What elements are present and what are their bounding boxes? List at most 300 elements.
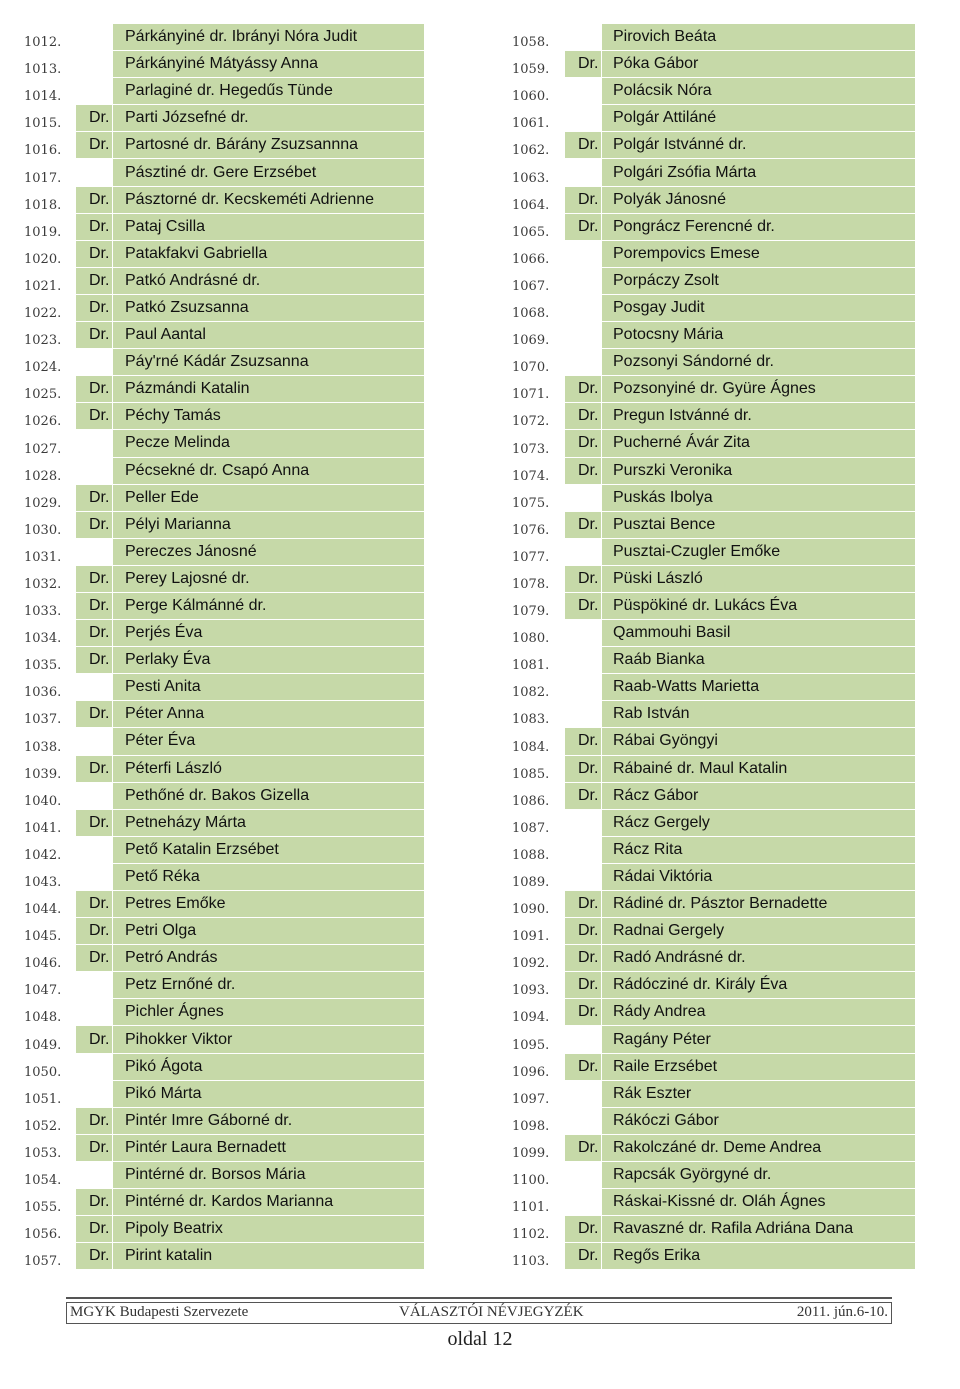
list-row <box>24 701 424 728</box>
row-number: 1076. <box>512 522 550 538</box>
row-number: 1043. <box>24 875 62 890</box>
row-title <box>565 674 601 701</box>
row-name: Raile Erzsébet <box>601 1054 915 1081</box>
row-title <box>565 810 601 837</box>
row-name: Pikó Ágota <box>112 1054 424 1081</box>
list-row <box>24 810 424 837</box>
row-title <box>565 24 601 51</box>
row-number: 1089. <box>512 875 550 890</box>
row-number: 1079. <box>512 604 550 620</box>
row-title: Dr. <box>76 620 112 647</box>
list-row <box>512 620 915 647</box>
row-name: Pásztorné dr. Kecskeméti Adrienne <box>112 187 424 214</box>
row-title: Dr. <box>565 1216 601 1243</box>
list-row <box>24 1081 424 1108</box>
row-name: Püski László <box>601 566 915 593</box>
row-number: 1025. <box>24 387 62 403</box>
row-name: Pesti Anita <box>112 674 424 701</box>
list-row <box>512 539 915 566</box>
list-row <box>24 1135 424 1162</box>
row-name: Rapcsák Györgyné dr. <box>601 1162 915 1189</box>
row-name: Rádócziné dr. Király Éva <box>601 972 915 999</box>
row-number: 1013. <box>24 62 62 78</box>
row-number: 1050. <box>24 1064 62 1080</box>
list-row <box>24 485 424 512</box>
row-title <box>76 458 112 485</box>
row-title <box>565 1108 601 1135</box>
row-title <box>76 539 112 566</box>
row-title <box>76 864 112 891</box>
row-name: Pélyi Marianna <box>112 512 424 539</box>
row-title: Dr. <box>76 945 112 972</box>
row-title <box>76 1081 112 1108</box>
list-row <box>512 403 915 430</box>
row-number: 1024. <box>24 360 62 376</box>
row-number: 1068. <box>512 306 550 322</box>
row-name: Polgári Zsófia Márta <box>601 159 915 186</box>
row-number: 1028. <box>24 468 62 484</box>
row-title <box>565 322 601 349</box>
row-name: Pintérné dr. Borsos Mária <box>112 1162 424 1189</box>
row-title: Dr. <box>565 376 601 403</box>
row-number: 1066. <box>512 251 550 267</box>
list-row <box>512 701 915 728</box>
list-row <box>24 783 424 810</box>
footer <box>66 1302 892 1324</box>
row-number: 1086. <box>512 793 550 809</box>
row-number: 1085. <box>512 766 550 782</box>
row-number: 1075. <box>512 495 550 511</box>
list-row <box>512 1243 915 1270</box>
list-row <box>512 728 915 755</box>
list-row <box>512 430 915 457</box>
row-number: 1027. <box>24 441 62 457</box>
row-name: Pongrácz Ferencné dr. <box>601 214 915 241</box>
row-title: Dr. <box>76 918 112 945</box>
row-title: Dr. <box>565 458 601 485</box>
list-row <box>24 972 424 999</box>
list-row <box>512 918 915 945</box>
row-title <box>565 1162 601 1189</box>
list-row <box>24 1162 424 1189</box>
list-row <box>512 458 915 485</box>
row-name: Páy'rné Kádár Zsuzsanna <box>112 349 424 376</box>
footer-divider <box>66 1297 892 1299</box>
row-title <box>76 430 112 457</box>
row-name: Parti Józsefné dr. <box>112 105 424 132</box>
row-name: Porempovics Emese <box>601 241 915 268</box>
row-name: Rábainé dr. Maul Katalin <box>601 756 915 783</box>
row-name: Pintér Laura Bernadett <box>112 1135 424 1162</box>
row-name: Ravaszné dr. Rafila Adriána Dana <box>601 1216 915 1243</box>
row-title: Dr. <box>76 512 112 539</box>
row-number: 1070. <box>512 360 550 376</box>
row-number: 1018. <box>24 197 62 213</box>
page-number: oldal 12 <box>447 1328 513 1350</box>
row-name: Pichler Ágnes <box>112 999 424 1026</box>
row-name: Pirovich Beáta <box>601 24 915 51</box>
list-row <box>512 295 915 322</box>
row-title: Dr. <box>76 756 112 783</box>
voter-list-right-column <box>512 24 915 1270</box>
list-row <box>512 1054 915 1081</box>
list-row <box>24 295 424 322</box>
row-name: Pucherné Ávár Zita <box>601 430 915 457</box>
list-row <box>512 1189 915 1216</box>
row-name: Pozsonyiné dr. Gyüre Ágnes <box>601 376 915 403</box>
list-row <box>24 268 424 295</box>
row-number: 1094. <box>512 1010 550 1026</box>
row-name: Parlaginé dr. Hegedűs Tünde <box>112 78 424 105</box>
row-name: Perjés Éva <box>112 620 424 647</box>
row-number: 1020. <box>24 251 62 267</box>
row-name: Püspökiné dr. Lukács Éva <box>601 593 915 620</box>
row-title: Dr. <box>76 1216 112 1243</box>
row-name: Patkó Andrásné dr. <box>112 268 424 295</box>
row-number: 1029. <box>24 495 62 511</box>
row-name: Pázmándi Katalin <box>112 376 424 403</box>
row-title: Dr. <box>76 485 112 512</box>
row-title <box>76 972 112 999</box>
row-number: 1054. <box>24 1173 62 1189</box>
list-row <box>24 187 424 214</box>
row-number: 1056. <box>24 1227 62 1243</box>
row-number: 1039. <box>24 766 62 782</box>
list-row <box>24 403 424 430</box>
list-row <box>24 1108 424 1135</box>
list-row <box>512 999 915 1026</box>
row-title: Dr. <box>76 1189 112 1216</box>
row-title: Dr. <box>565 1243 601 1270</box>
row-number: 1012. <box>24 35 62 51</box>
list-row <box>24 647 424 674</box>
list-row <box>512 864 915 891</box>
row-name: Pethőné dr. Bakos Gizella <box>112 783 424 810</box>
list-row <box>24 728 424 755</box>
row-name: Ráskai-Kissné dr. Oláh Ágnes <box>601 1189 915 1216</box>
row-number: 1095. <box>512 1037 550 1053</box>
row-title <box>76 674 112 701</box>
list-row <box>24 349 424 376</box>
list-row <box>24 78 424 105</box>
row-title: Dr. <box>76 132 112 159</box>
row-name: Patakfakvi Gabriella <box>112 241 424 268</box>
row-number: 1022. <box>24 306 62 322</box>
list-row <box>24 1189 424 1216</box>
list-row <box>24 674 424 701</box>
row-number: 1019. <box>24 224 62 240</box>
row-number: 1067. <box>512 278 550 294</box>
row-name: Potocsny Mária <box>601 322 915 349</box>
row-title: Dr. <box>76 1243 112 1270</box>
row-name: Purszki Veronika <box>601 458 915 485</box>
row-number: 1049. <box>24 1037 62 1053</box>
row-title <box>565 539 601 566</box>
row-title <box>565 105 601 132</box>
row-number: 1058. <box>512 35 550 51</box>
row-number: 1044. <box>24 902 62 918</box>
row-name: Párkányiné Mátyássy Anna <box>112 51 424 78</box>
row-name: Pataj Csilla <box>112 214 424 241</box>
list-row <box>24 864 424 891</box>
row-name: Pintérné dr. Kardos Marianna <box>112 1189 424 1216</box>
list-row <box>24 51 424 78</box>
list-row <box>512 756 915 783</box>
row-number: 1040. <box>24 793 62 809</box>
row-title: Dr. <box>565 891 601 918</box>
row-name: Pásztiné dr. Gere Erzsébet <box>112 159 424 186</box>
list-row <box>512 105 915 132</box>
row-number: 1103. <box>512 1254 550 1270</box>
row-number: 1064. <box>512 197 550 213</box>
row-number: 1100. <box>512 1173 550 1189</box>
row-title: Dr. <box>76 1108 112 1135</box>
list-row <box>24 945 424 972</box>
row-number: 1062. <box>512 143 550 159</box>
row-title <box>565 1026 601 1053</box>
row-name: Raab-Watts Marietta <box>601 674 915 701</box>
row-title <box>76 999 112 1026</box>
list-row <box>512 24 915 51</box>
row-name: Pusztai-Czugler Emőke <box>601 539 915 566</box>
row-number: 1051. <box>24 1091 62 1107</box>
row-number: 1077. <box>512 549 550 565</box>
row-name: Radnai Gergely <box>601 918 915 945</box>
list-row <box>512 810 915 837</box>
row-name: Pető Réka <box>112 864 424 891</box>
list-row <box>24 105 424 132</box>
list-row <box>512 1081 915 1108</box>
row-title <box>76 837 112 864</box>
row-name: Rák Eszter <box>601 1081 915 1108</box>
list-row <box>512 945 915 972</box>
row-number: 1074. <box>512 468 550 484</box>
row-name: Polgár Istvánné dr. <box>601 132 915 159</box>
row-title: Dr. <box>76 1026 112 1053</box>
row-name: Pusztai Bence <box>601 512 915 539</box>
list-row <box>24 891 424 918</box>
row-number: 1072. <box>512 414 550 430</box>
row-number: 1055. <box>24 1200 62 1216</box>
list-row <box>24 214 424 241</box>
row-number: 1015. <box>24 116 62 132</box>
row-name: Radó Andrásné dr. <box>601 945 915 972</box>
row-number: 1047. <box>24 983 62 999</box>
row-title: Dr. <box>565 783 601 810</box>
row-title <box>565 701 601 728</box>
row-name: Puskás Ibolya <box>601 485 915 512</box>
row-number: 1061. <box>512 116 550 132</box>
row-title: Dr. <box>76 376 112 403</box>
list-row <box>512 593 915 620</box>
list-row <box>24 566 424 593</box>
row-title <box>76 1162 112 1189</box>
list-row <box>24 620 424 647</box>
row-title: Dr. <box>565 132 601 159</box>
row-title: Dr. <box>565 918 601 945</box>
row-title: Dr. <box>76 105 112 132</box>
list-row <box>512 512 915 539</box>
row-title: Dr. <box>565 945 601 972</box>
row-name: Rádai Viktória <box>601 864 915 891</box>
list-row <box>512 187 915 214</box>
row-number: 1096. <box>512 1064 550 1080</box>
row-title: Dr. <box>565 756 601 783</box>
row-name: Pozsonyi Sándorné dr. <box>601 349 915 376</box>
row-number: 1069. <box>512 333 550 349</box>
row-number: 1048. <box>24 1010 62 1026</box>
list-row <box>24 1216 424 1243</box>
row-title <box>76 349 112 376</box>
row-name: Petneházy Márta <box>112 810 424 837</box>
row-number: 1014. <box>24 89 62 105</box>
footer-date: 2011. jún.6-10. <box>796 1304 888 1320</box>
footer-organization: MGYK Budapesti Szervezete <box>70 1304 249 1320</box>
list-row <box>512 485 915 512</box>
row-number: 1101. <box>512 1200 550 1216</box>
list-row <box>512 783 915 810</box>
row-name: Peller Ede <box>112 485 424 512</box>
list-row <box>512 376 915 403</box>
row-name: Polgár Attiláné <box>601 105 915 132</box>
row-number: 1037. <box>24 712 62 728</box>
row-name: Rádiné dr. Pásztor Bernadette <box>601 891 915 918</box>
row-number: 1071. <box>512 387 550 403</box>
row-title <box>565 620 601 647</box>
list-row <box>24 593 424 620</box>
row-title: Dr. <box>76 241 112 268</box>
row-number: 1098. <box>512 1118 550 1134</box>
row-number: 1030. <box>24 522 62 538</box>
row-title: Dr. <box>76 647 112 674</box>
list-row <box>24 376 424 403</box>
row-number: 1060. <box>512 89 550 105</box>
list-row <box>512 322 915 349</box>
list-row <box>512 972 915 999</box>
row-name: Partosné dr. Bárány Zsuzsannna <box>112 132 424 159</box>
row-title <box>565 485 601 512</box>
row-number: 1053. <box>24 1145 62 1161</box>
row-name: Petri Olga <box>112 918 424 945</box>
row-number: 1038. <box>24 739 62 755</box>
row-title <box>565 295 601 322</box>
row-number: 1026. <box>24 414 62 430</box>
row-number: 1093. <box>512 983 550 999</box>
row-title <box>565 241 601 268</box>
row-number: 1080. <box>512 631 550 647</box>
row-title: Dr. <box>565 187 601 214</box>
row-number: 1081. <box>512 658 550 674</box>
list-row <box>24 756 424 783</box>
list-row <box>512 1216 915 1243</box>
row-name: Petres Emőke <box>112 891 424 918</box>
row-name: Petz Ernőné dr. <box>112 972 424 999</box>
row-number: 1042. <box>24 847 62 863</box>
row-name: Raáb Bianka <box>601 647 915 674</box>
voter-list-left-column <box>24 24 424 1270</box>
row-number: 1045. <box>24 929 62 945</box>
row-name: Porpáczy Zsolt <box>601 268 915 295</box>
row-number: 1083. <box>512 712 550 728</box>
list-row <box>512 837 915 864</box>
row-name: Rády Andrea <box>601 999 915 1026</box>
row-title: Dr. <box>76 268 112 295</box>
row-name: Péchy Tamás <box>112 403 424 430</box>
row-number: 1090. <box>512 902 550 918</box>
list-row <box>512 241 915 268</box>
row-number: 1033. <box>24 604 62 620</box>
row-name: Qammouhi Basil <box>601 620 915 647</box>
list-row <box>24 241 424 268</box>
row-name: Regős Erika <box>601 1243 915 1270</box>
row-title <box>76 78 112 105</box>
list-row <box>24 837 424 864</box>
list-row <box>512 1026 915 1053</box>
row-title: Dr. <box>76 701 112 728</box>
row-name: Polyák Jánosné <box>601 187 915 214</box>
list-row <box>24 132 424 159</box>
row-title: Dr. <box>565 51 601 78</box>
list-row <box>24 1054 424 1081</box>
row-number: 1057. <box>24 1254 62 1270</box>
row-name: Pintér Imre Gáborné dr. <box>112 1108 424 1135</box>
list-row <box>512 268 915 295</box>
row-name: Polácsik Nóra <box>601 78 915 105</box>
row-title <box>565 1189 601 1216</box>
list-row <box>512 1108 915 1135</box>
list-row <box>512 647 915 674</box>
row-number: 1059. <box>512 62 550 78</box>
row-title: Dr. <box>565 1135 601 1162</box>
row-title: Dr. <box>76 1135 112 1162</box>
row-name: Pecze Melinda <box>112 430 424 457</box>
row-title: Dr. <box>76 295 112 322</box>
row-name: Rábai Gyöngyi <box>601 728 915 755</box>
list-row <box>24 1243 424 1270</box>
row-number: 1084. <box>512 739 550 755</box>
row-name: Rácz Gábor <box>601 783 915 810</box>
list-row <box>512 674 915 701</box>
row-name: Petró András <box>112 945 424 972</box>
row-title: Dr. <box>565 593 601 620</box>
row-title <box>565 864 601 891</box>
row-title: Dr. <box>565 972 601 999</box>
row-name: Póka Gábor <box>601 51 915 78</box>
list-row <box>512 132 915 159</box>
row-name: Ragány Péter <box>601 1026 915 1053</box>
list-row <box>512 891 915 918</box>
row-title: Dr. <box>565 566 601 593</box>
row-number: 1036. <box>24 685 62 701</box>
list-row <box>24 539 424 566</box>
row-name: Pipoly Beatrix <box>112 1216 424 1243</box>
list-row <box>24 430 424 457</box>
row-number: 1082. <box>512 685 550 701</box>
row-number: 1078. <box>512 576 550 592</box>
list-row <box>512 1162 915 1189</box>
row-number: 1097. <box>512 1091 550 1107</box>
row-number: 1016. <box>24 143 62 159</box>
list-row <box>24 24 424 51</box>
list-row <box>512 159 915 186</box>
row-title: Dr. <box>76 891 112 918</box>
row-title <box>565 349 601 376</box>
row-title: Dr. <box>565 999 601 1026</box>
row-title <box>565 1081 601 1108</box>
row-number: 1073. <box>512 441 550 457</box>
list-row <box>512 214 915 241</box>
list-row <box>24 322 424 349</box>
